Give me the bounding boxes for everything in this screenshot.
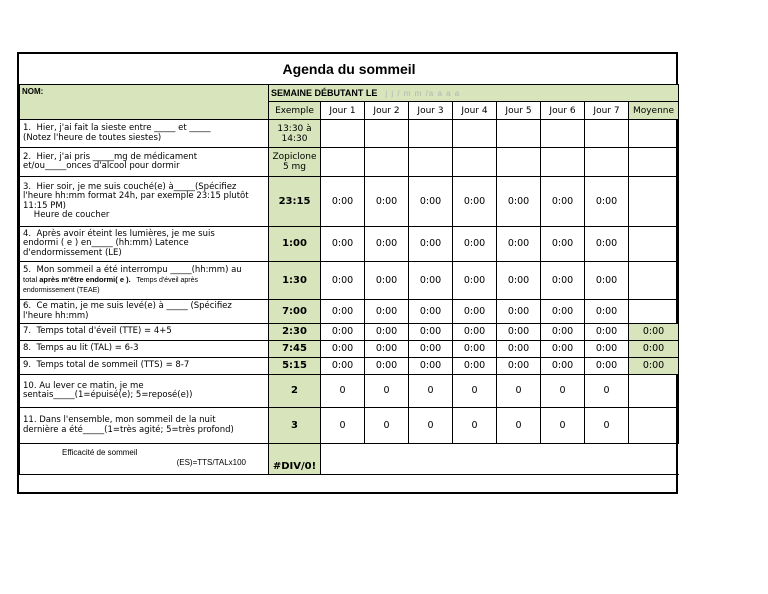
- day-cell[interactable]: 0:00: [453, 227, 497, 262]
- day-cell[interactable]: [321, 120, 365, 148]
- example-cell: Zopiclone 5 mg: [269, 148, 321, 177]
- day-cell[interactable]: 0:00: [365, 227, 409, 262]
- question-cell: [20, 408, 269, 444]
- day-cell[interactable]: 0:00: [585, 300, 629, 324]
- day-cell[interactable]: 0:00: [409, 227, 453, 262]
- efficiency-example: #DIV/0!: [269, 444, 321, 475]
- table-row: [20, 358, 679, 375]
- day-cell[interactable]: 0:00: [365, 341, 409, 358]
- day-cell[interactable]: 0: [585, 408, 629, 444]
- question-tail: Temps d'éveil après: [130, 277, 199, 285]
- day-cell[interactable]: [453, 148, 497, 177]
- question-line: endormi ( e ) en_____ (hh:mm) Latence: [23, 238, 189, 249]
- day-cell[interactable]: [409, 148, 453, 177]
- week-start-placeholder: j j / m m /a a a a: [385, 88, 461, 98]
- question-line: 4. Après avoir éteint les lumières, je me suis: [23, 228, 215, 239]
- day-cell[interactable]: [497, 148, 541, 177]
- day-cell[interactable]: 0:00: [453, 358, 497, 375]
- day-cell[interactable]: 0:00: [365, 300, 409, 324]
- day-cell[interactable]: 0: [409, 408, 453, 444]
- day-cell[interactable]: 0: [585, 375, 629, 408]
- question-cell: [20, 324, 269, 341]
- question-line: Heure de coucher: [23, 210, 110, 220]
- question-line: et/ou_____onces d'alcool pour dormir: [23, 161, 180, 171]
- question-cell: [20, 148, 269, 177]
- example-cell: 7:45: [269, 341, 321, 358]
- day-cell[interactable]: 0:00: [541, 177, 585, 227]
- day-cell[interactable]: 0:00: [321, 358, 365, 375]
- question-prefix: total: [23, 275, 40, 285]
- question-line: endormissement (TEAE): [23, 286, 100, 294]
- question-cell: [20, 262, 269, 300]
- question-line: l'heure hh:mm): [23, 310, 89, 321]
- day-cell[interactable]: 0:00: [409, 177, 453, 227]
- question-line: 5. Mon sommeil a été interrompu _____(hh:mm) au: [23, 264, 242, 275]
- day-cell[interactable]: 0:00: [321, 227, 365, 262]
- header-exemple: Exemple: [269, 102, 321, 120]
- day-cell[interactable]: 0:00: [585, 177, 629, 227]
- day-cell[interactable]: 0:00: [541, 227, 585, 262]
- header-day: Jour 7: [585, 102, 629, 120]
- example-cell: 7:00: [269, 300, 321, 324]
- average-cell: [629, 300, 679, 324]
- day-cell[interactable]: 0:00: [321, 177, 365, 227]
- question-line: d'endormissement (LE): [23, 247, 122, 258]
- day-cell[interactable]: 0:00: [321, 300, 365, 324]
- day-cell[interactable]: 0:00: [497, 341, 541, 358]
- header-day: Jour 2: [365, 102, 409, 120]
- question-line: 11. Dans l'ensemble, mon sommeil de la nuit: [23, 415, 216, 425]
- day-cell[interactable]: 0:00: [365, 358, 409, 375]
- day-cell[interactable]: 0: [409, 375, 453, 408]
- day-cell[interactable]: 0:00: [497, 177, 541, 227]
- day-cell[interactable]: 0:00: [497, 324, 541, 341]
- page-title: Agenda du sommeil: [20, 54, 679, 85]
- day-cell[interactable]: 0:00: [453, 300, 497, 324]
- day-cell[interactable]: 0:00: [409, 341, 453, 358]
- efficiency-label-line1: Efficacité de sommeil: [62, 448, 138, 457]
- example-cell: 2:30: [269, 324, 321, 341]
- table-row: [20, 177, 679, 227]
- day-cell[interactable]: 0:00: [541, 358, 585, 375]
- average-cell: [629, 262, 679, 300]
- question-line: sentais_____(1=épuisé(e); 5=reposé(e)): [23, 390, 193, 400]
- day-cell[interactable]: [541, 120, 585, 148]
- example-cell: 13:30 à 14:30: [269, 120, 321, 148]
- day-cell[interactable]: 0: [541, 408, 585, 444]
- table-row: [20, 375, 679, 408]
- example-cell: 23:15: [269, 177, 321, 227]
- day-cell[interactable]: [365, 148, 409, 177]
- day-cell[interactable]: [585, 148, 629, 177]
- question-cell: [20, 177, 269, 227]
- question-line: 6. Ce matin, je me suis levé(e) à _____ (Spécifiez: [23, 301, 232, 311]
- question-cell: [20, 300, 269, 324]
- day-cell[interactable]: 0: [365, 408, 409, 444]
- day-cell[interactable]: [409, 120, 453, 148]
- day-cell[interactable]: 0: [365, 375, 409, 408]
- day-cell[interactable]: 0:00: [541, 324, 585, 341]
- average-cell: 0:00: [629, 341, 679, 358]
- example-cell: 2: [269, 375, 321, 408]
- day-cell[interactable]: 0:00: [541, 341, 585, 358]
- header-day: Jour 4: [453, 102, 497, 120]
- average-cell: [629, 375, 679, 408]
- question-line: 2. Hier, j'ai pris _____mg de médicament: [23, 151, 198, 162]
- day-cell[interactable]: 0: [321, 408, 365, 444]
- day-cell[interactable]: 0:00: [321, 262, 365, 300]
- day-cell[interactable]: 0:00: [497, 300, 541, 324]
- efficiency-label-line2: (ES)=TTS/TALx100: [176, 458, 246, 467]
- day-cell[interactable]: 0:00: [497, 262, 541, 300]
- table-row: [20, 262, 679, 300]
- week-start-field[interactable]: [269, 85, 679, 102]
- day-cell[interactable]: 0:00: [409, 358, 453, 375]
- week-start-label: SEMAINE DÉBUTANT LE: [271, 87, 378, 98]
- average-cell: [629, 408, 679, 444]
- average-cell: [629, 148, 679, 177]
- question-line: 7. Temps total d'éveil (TTE) = 4+5: [23, 326, 172, 337]
- day-cell[interactable]: 0:00: [453, 262, 497, 300]
- day-cell[interactable]: 0:00: [453, 324, 497, 341]
- question-line: [23, 275, 265, 286]
- example-cell: 3: [269, 408, 321, 444]
- day-cell[interactable]: 0:00: [409, 262, 453, 300]
- average-cell: 0:00: [629, 358, 679, 375]
- day-cell[interactable]: 0:00: [497, 227, 541, 262]
- question-line: dernière a été_____(1=très agité; 5=très profond): [23, 424, 234, 435]
- day-cell[interactable]: 0:00: [365, 262, 409, 300]
- question-cell: [20, 341, 269, 358]
- day-cell[interactable]: 0:00: [453, 177, 497, 227]
- average-cell: [629, 227, 679, 262]
- question-bold: après m'être endormi( e ).: [39, 275, 131, 285]
- question-cell: [20, 358, 269, 375]
- question-line: 8. Temps au lit (TAL) = 6-3: [23, 343, 139, 354]
- sleep-diary-table: [19, 54, 679, 483]
- day-cell[interactable]: [585, 120, 629, 148]
- efficiency-label: [20, 444, 269, 475]
- question-line: (Notez l'heure de toutes siestes): [23, 132, 162, 143]
- day-cell[interactable]: 0:00: [453, 341, 497, 358]
- day-cell[interactable]: 0:00: [585, 262, 629, 300]
- day-cell[interactable]: 0:00: [585, 227, 629, 262]
- day-cell[interactable]: 0:00: [541, 300, 585, 324]
- header-day: Jour 1: [321, 102, 365, 120]
- day-cell[interactable]: 0: [497, 408, 541, 444]
- day-cell[interactable]: 0:00: [585, 324, 629, 341]
- average-cell: 0:00: [629, 324, 679, 341]
- day-cell[interactable]: 0: [541, 375, 585, 408]
- table-row: [20, 324, 679, 341]
- table-row: [20, 227, 679, 262]
- day-cell[interactable]: 0:00: [409, 300, 453, 324]
- day-cell[interactable]: [321, 148, 365, 177]
- day-cell[interactable]: 0: [321, 375, 365, 408]
- day-cell[interactable]: 0: [453, 408, 497, 444]
- day-cell[interactable]: 0:00: [365, 177, 409, 227]
- day-cell[interactable]: 0:00: [585, 358, 629, 375]
- table-row: [20, 408, 679, 444]
- day-cell[interactable]: [453, 120, 497, 148]
- header-moyenne: Moyenne: [629, 102, 679, 120]
- day-cell[interactable]: 0:00: [321, 324, 365, 341]
- average-cell: [629, 120, 679, 148]
- example-cell: 1:00: [269, 227, 321, 262]
- example-cell: 1:30: [269, 262, 321, 300]
- header-day: Jour 6: [541, 102, 585, 120]
- question-line: 10. Au lever ce matin, je me: [23, 380, 144, 391]
- day-cell[interactable]: 0:00: [585, 341, 629, 358]
- day-cell[interactable]: 0:00: [321, 341, 365, 358]
- question-line: l'heure hh:mm format 24h, par exemple 23:15 plutôt: [23, 191, 249, 201]
- sleep-diary-sheet: [17, 52, 678, 494]
- day-cell[interactable]: [497, 120, 541, 148]
- table-row: [20, 341, 679, 358]
- question-line: 11:15 PM): [23, 200, 66, 211]
- average-cell: [629, 177, 679, 227]
- example-cell: 5:15: [269, 358, 321, 375]
- question-cell: [20, 227, 269, 262]
- header-day: Jour 3: [409, 102, 453, 120]
- question-cell: [20, 120, 269, 148]
- day-cell[interactable]: 0:00: [541, 262, 585, 300]
- table-row: [20, 300, 679, 324]
- day-cell[interactable]: [541, 148, 585, 177]
- day-cell[interactable]: [365, 120, 409, 148]
- header-day: Jour 5: [497, 102, 541, 120]
- question-line: 3. Hier soir, je me suis couché(e) à_____(Spécifiez: [23, 181, 237, 192]
- day-cell[interactable]: 0:00: [497, 358, 541, 375]
- day-cell[interactable]: 0: [497, 375, 541, 408]
- table-row: [20, 120, 679, 148]
- table-row: [20, 148, 679, 177]
- day-cell[interactable]: 0: [453, 375, 497, 408]
- question-line: 1. Hier, j'ai fait la sieste entre _____ et _____: [23, 123, 211, 133]
- day-cell[interactable]: 0:00: [365, 324, 409, 341]
- question-line: 9. Temps total de sommeil (TTS) = 8-7: [23, 360, 190, 371]
- empty-area: [321, 444, 679, 475]
- question-cell: [20, 375, 269, 408]
- footer-strip: [20, 475, 679, 483]
- nom-label[interactable]: NOM:: [20, 85, 269, 120]
- day-cell[interactable]: 0:00: [409, 324, 453, 341]
